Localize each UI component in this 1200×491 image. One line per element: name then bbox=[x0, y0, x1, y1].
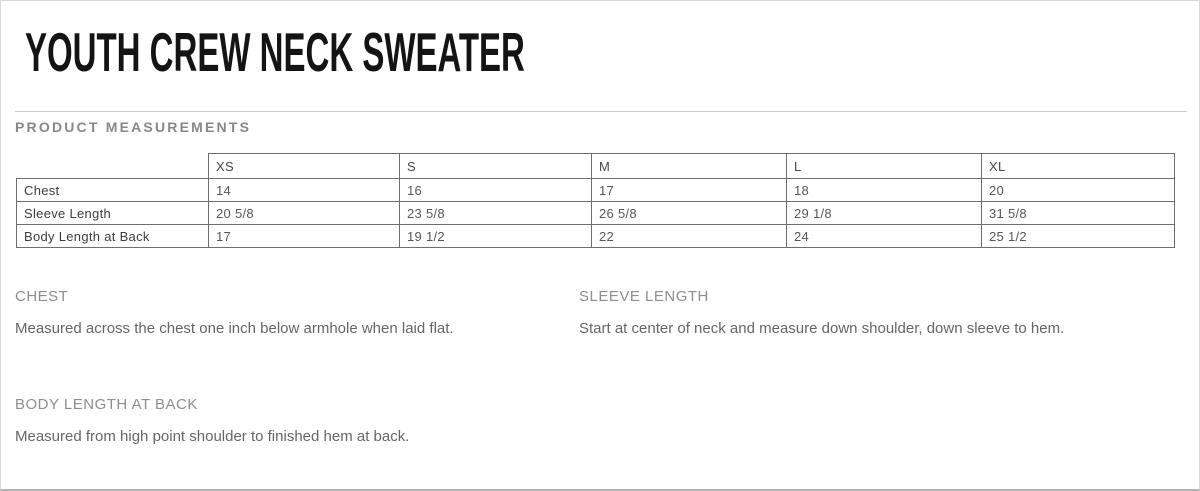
measurement-value-cell: 16 bbox=[400, 179, 592, 202]
measurement-row-label: Chest bbox=[17, 179, 209, 202]
header-divider bbox=[15, 111, 1187, 112]
measurement-row-label: Body Length at Back bbox=[17, 225, 209, 248]
table-row bbox=[17, 225, 1175, 248]
size-column-header-xs: XS bbox=[209, 154, 400, 179]
note-sleeve-length-description: Start at center of neck and measure down shoulder, down sleeve to hem. bbox=[579, 320, 1065, 337]
note-body-length-at-back bbox=[15, 397, 560, 450]
measurement-value-cell: 20 bbox=[982, 179, 1175, 202]
size-chart-corner-cell bbox=[17, 154, 209, 179]
measurement-value-cell: 29 1/8 bbox=[787, 202, 982, 225]
size-chart-header-row bbox=[17, 154, 1175, 179]
measurement-value-cell: 20 5/8 bbox=[209, 202, 400, 225]
note-sleeve-length bbox=[579, 289, 1097, 342]
note-chest bbox=[15, 289, 560, 342]
measurement-value-cell: 22 bbox=[592, 225, 787, 248]
size-chart-body bbox=[17, 179, 1175, 248]
table-row bbox=[17, 179, 1175, 202]
measurement-value-cell: 26 5/8 bbox=[592, 202, 787, 225]
size-column-header-l: L bbox=[787, 154, 982, 179]
measurement-value-cell: 23 5/8 bbox=[400, 202, 592, 225]
size-column-header-m: M bbox=[592, 154, 787, 179]
measurement-value-cell: 18 bbox=[787, 179, 982, 202]
size-column-header-xl: XL bbox=[982, 154, 1175, 179]
note-chest-heading: CHEST bbox=[15, 288, 69, 305]
note-chest-description: Measured across the chest one inch below armhole when laid flat. bbox=[15, 320, 454, 337]
note-body-length-at-back-description: Measured from high point shoulder to finished hem at back. bbox=[15, 428, 410, 445]
measurement-value-cell: 25 1/2 bbox=[982, 225, 1175, 248]
product-measurements-heading: PRODUCT MEASUREMENTS bbox=[15, 119, 252, 135]
measurement-value-cell: 17 bbox=[209, 225, 400, 248]
measurement-value-cell: 14 bbox=[209, 179, 400, 202]
page-title: YOUTH CREW NECK SWEATER bbox=[25, 21, 525, 83]
note-body-length-at-back-heading: BODY LENGTH AT BACK bbox=[15, 396, 198, 413]
note-sleeve-length-heading: SLEEVE LENGTH bbox=[579, 288, 709, 305]
measurement-row-label: Sleeve Length bbox=[17, 202, 209, 225]
measurement-value-cell: 19 1/2 bbox=[400, 225, 592, 248]
size-chart-table bbox=[16, 153, 1175, 248]
measurement-value-cell: 24 bbox=[787, 225, 982, 248]
table-row bbox=[17, 202, 1175, 225]
measurement-value-cell: 17 bbox=[592, 179, 787, 202]
size-chart-header bbox=[17, 154, 1175, 179]
measurement-value-cell: 31 5/8 bbox=[982, 202, 1175, 225]
size-column-header-s: S bbox=[400, 154, 592, 179]
